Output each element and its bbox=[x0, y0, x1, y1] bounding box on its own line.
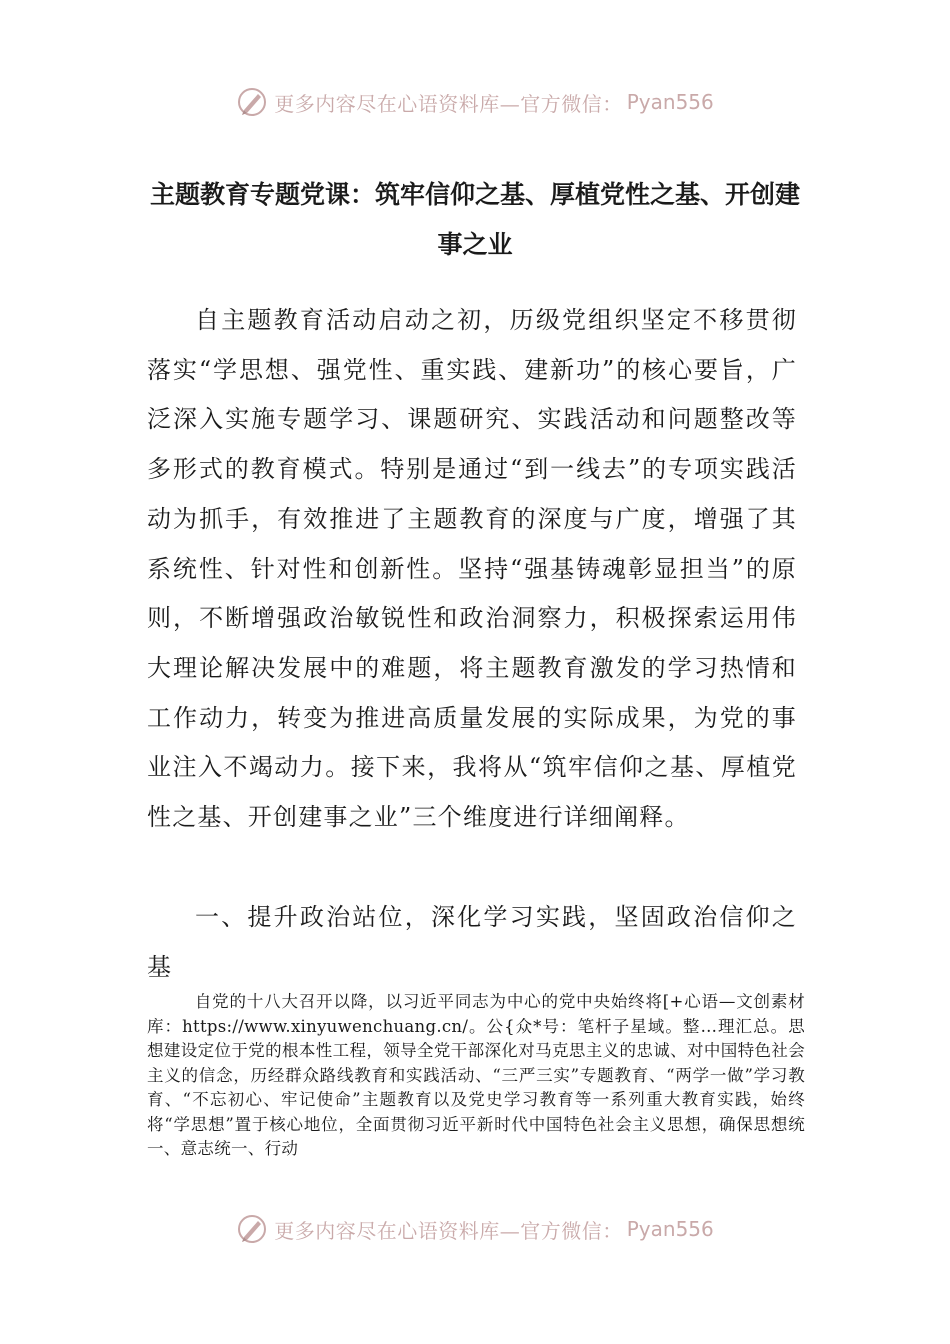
pen-logo-icon bbox=[236, 86, 268, 118]
watermark-text: 更多内容尽在心语资料库—官方微信： bbox=[274, 1218, 623, 1243]
watermark-header bbox=[0, 84, 950, 120]
section-heading-1: 一、提升政治站位，深化学习实践，坚固政治信仰之基 bbox=[147, 903, 797, 981]
watermark-wechat-id: Pyan556 bbox=[626, 1217, 714, 1241]
section-1-paragraph: 自党的十八大召开以降，以习近平同志为中心的党中央始终将[+心语—文创素材库：https://www.xinyuwenchuang.cn/。公{众*号：笔杆子星域。整…理汇总。思想建设定位于党的根本性工程，领导全党干部深化对马克思主义的忠诚、对中国特色社会主义的信念，历经群众路线教育和实践活动、“三严三实”专题教育、“两学一做”学习教育、“不忘初心、牢记使命”主题教育以及党史学习教育等一系列重大教育实践，始终将“学思想”置于核心地位，全面贯彻习近平新时代中国特色社会主义思想，确保思想统一、意志统一、行动 bbox=[147, 992, 805, 1158]
watermark-text: 更多内容尽在心语资料库—官方微信： bbox=[274, 91, 623, 116]
watermark-wechat-id: Pyan556 bbox=[626, 90, 714, 114]
document-title: 主题教育专题党课：筑牢信仰之基、厚植党性之基、开创建事之业 bbox=[149, 180, 800, 259]
pen-logo-icon bbox=[236, 1213, 268, 1245]
intro-paragraph: 自主题教育活动启动之初，历级党组织坚定不移贯彻落实“学思想、强党性、重实践、建新功”的核心要旨，广泛深入实施专题学习、课题研究、实践活动和问题整改等多形式的教育模式。特别是通过“到一线去”的专项实践活动为抓手，有效推进了主题教育的深度与广度，增强了其系统性、针对性和创新性。坚持“强基铸魂彰显担当”的原则，不断增强政治敏锐性和政治洞察力，积极探索运用伟大理论解决发展中的难题，将主题教育激发的学习热情和工作动力，转变为推进高质量发展的实际成果，为党的事业注入不竭动力。接下来，我将从“筑牢信仰之基、厚植党性之基、开创建事之业”三个维度进行详细阐释。 bbox=[147, 306, 797, 832]
watermark-footer bbox=[0, 1211, 950, 1247]
